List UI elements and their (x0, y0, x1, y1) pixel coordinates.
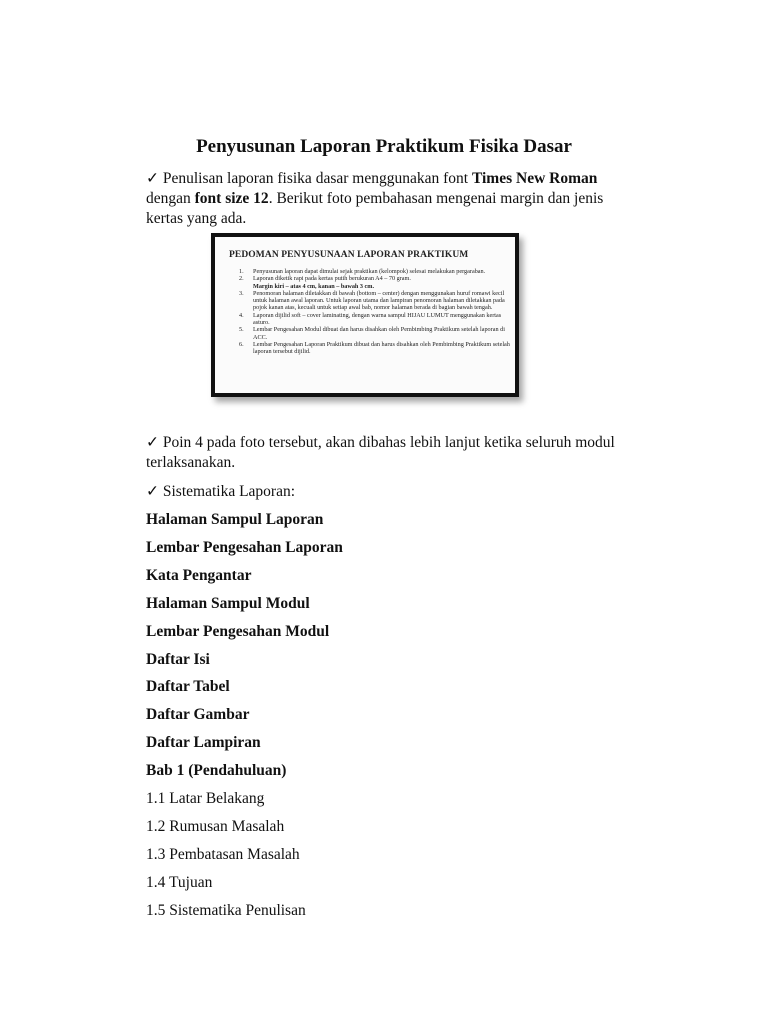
photo-item: 6. Lembar Pengesahan Laporan Praktikum dibuat dan harus disahkan oleh Pembimbing Praktikum setelah laporan tersebut dijilid. (239, 340, 510, 356)
photo-item: 2. Laporan diketik rapi pada kertas putih berukuran A4 – 70 gram. Margin kiri – atas 4 cm, kanan – bawah 3 cm. (239, 275, 411, 290)
list-item: Halaman Sampul Laporan (146, 511, 324, 528)
intro-font-size: font size 12 (194, 190, 269, 207)
list-item: Lembar Pengesahan Laporan (146, 539, 343, 556)
photo-title: PEDOMAN PENYUSUNAAN LAPORAN PRAKTIKUM (229, 250, 469, 260)
photo-item: 3. Penomoran halaman diletakkan di bawah (bottom – center) dengan menggunakan huruf romawi kecil untuk halaman awal laporan. Untuk laporan utama dan lampiran penomoran halaman diletakkan pada pojok kanan atas, kecuali untuk setiap awal bab, nomor halaman berada di bagian bawah tengah. (239, 289, 505, 312)
photo-item: 4. Laporan dijilid soft – cover laminating, dengan warna sampul HIJAU LUMUT menggunakan kertas asturo. (239, 311, 502, 327)
check-mark: ✓ (146, 434, 159, 451)
list-item: Bab 1 (Pendahuluan) (146, 762, 287, 779)
check-mark: ✓ (146, 170, 159, 187)
list-item: Halaman Sampul Modul (146, 595, 310, 612)
intro-text-1: Penulisan laporan fisika dasar menggunakan font (159, 170, 472, 187)
intro-text-2: dengan (146, 190, 195, 207)
intro-text-3: . Berikut foto pembahasan mengenai margin dan jenis kertas yang ada. (146, 190, 604, 227)
intro-font-name: Times New Roman (471, 170, 598, 187)
check-mark: ✓ (146, 483, 159, 500)
sub-list-item: 1.1 Latar Belakang (146, 790, 265, 807)
list-item: Daftar Lampiran (146, 734, 261, 751)
list-item: Kata Pengantar (146, 567, 252, 584)
sub-list-item: 1.5 Sistematika Penulisan (146, 902, 306, 919)
list-item: Daftar Gambar (146, 706, 250, 723)
photo-item: 1. Penyusunan laporan dapat dimulai sejak praktikan (kelompok) selesai melakukan pergaraban. (239, 268, 486, 275)
photo-item: 5. Lembar Pengesahan Modul dibuat dan harus disahkan oleh Pembimbing Praktikum setelah laporan di ACC. (239, 326, 505, 341)
document-title: Penyusunan Laporan Praktikum Fisika Dasar (196, 136, 572, 157)
sub-list-item: 1.2 Rumusan Masalah (146, 818, 285, 835)
sub-list-item: 1.3 Pembatasan Masalah (146, 846, 300, 863)
poin4-paragraph (146, 433, 636, 473)
photo-guideline-list (239, 268, 511, 356)
poin4-text: Poin 4 pada foto tersebut, akan dibahas lebih lanjut ketika seluruh modul terlaksanakan. (146, 434, 615, 471)
sub-list-item: 1.4 Tujuan (146, 874, 213, 891)
list-item: Daftar Tabel (146, 678, 230, 695)
sistematika-label: ✓ Sistematika Laporan: (146, 483, 296, 500)
list-item: Lembar Pengesahan Modul (146, 623, 330, 640)
intro-paragraph (146, 169, 636, 229)
list-item: Daftar Isi (146, 651, 210, 668)
guideline-photo (211, 233, 519, 397)
